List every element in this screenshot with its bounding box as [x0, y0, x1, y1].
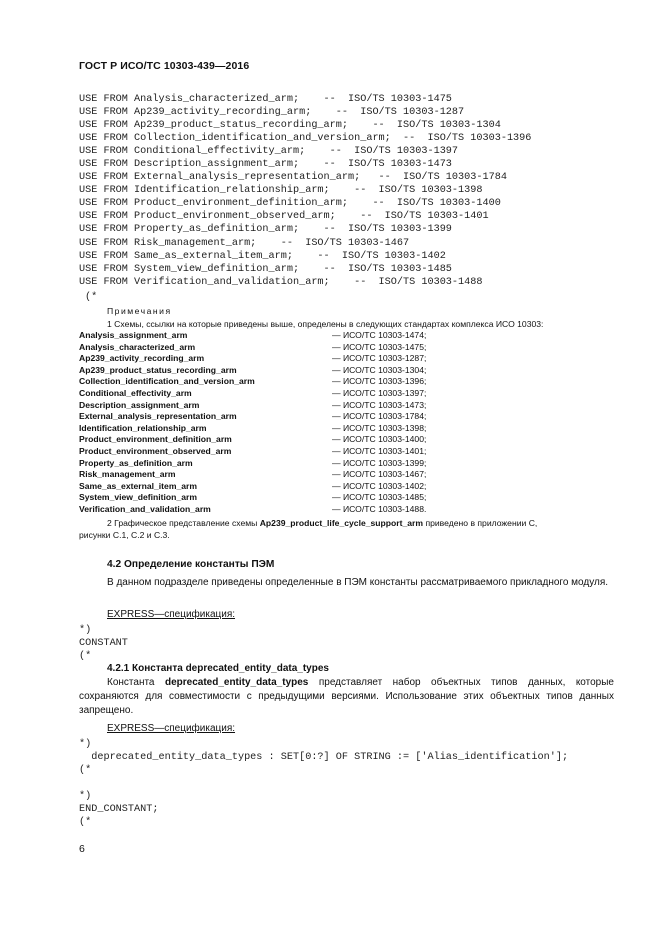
use-from-line: USE FROM Conditional_effectivity_arm; -- ISO/TS 10303-1397 [79, 146, 459, 158]
constant-declaration: deprecated_entity_data_types : SET[0:?] OF STRING := ['Alias_identification']; [79, 752, 569, 763]
end-constant-keyword: END_CONSTANT; [79, 804, 159, 815]
standard-name: Identification_relationship_arm [79, 422, 207, 433]
comment-close: *) [79, 739, 92, 750]
standard-ref: — ИСО/ТС 10303-1399; [332, 457, 427, 468]
use-from-line: USE FROM Ap239_activity_recording_arm; -- ISO/TS 10303-1287 [79, 107, 465, 119]
standard-name: Same_as_external_item_arm [79, 480, 198, 491]
standard-ref: — ИСО/ТС 10303-1488. [332, 503, 427, 514]
comment-close: *) [79, 791, 92, 802]
standard-row [79, 388, 619, 400]
standard-name: Description_assignment_arm [79, 399, 200, 410]
standard-ref: — ИСО/ТС 10303-1467; [332, 469, 427, 480]
comment-open: (* [79, 765, 92, 776]
use-from-line: USE FROM Ap239_product_status_recording_arm; -- ISO/TS 10303-1304 [79, 120, 501, 132]
express-spec-label: EXPRESS—спецификация: [107, 609, 236, 620]
note-1: 1 Схемы, ссылки на которые приведены выше, определены в следующих стандартах комплекса ИСО 10303: [107, 319, 544, 329]
standard-row [79, 400, 619, 412]
standard-ref: — ИСО/ТС 10303-1784; [332, 411, 427, 422]
standard-ref: — ИСО/ТС 10303-1473; [332, 399, 427, 410]
note-2: 2 Графическое представление схемы Ap239_product_life_cycle_support_arm приведено в приложении С, [107, 517, 538, 528]
use-from-line: USE FROM Property_as_definition_arm; -- ISO/TS 10303-1399 [79, 224, 452, 236]
standard-row [79, 504, 619, 516]
use-from-line: USE FROM Same_as_external_item_arm; -- ISO/TS 10303-1402 [79, 250, 446, 262]
standard-row [79, 353, 619, 365]
standard-row [79, 481, 619, 493]
standard-name: Conditional_effectivity_arm [79, 387, 192, 398]
standard-ref: — ИСО/ТС 10303-1474; [332, 330, 427, 340]
document-header: ГОСТ Р ИСО/ТС 10303-439—2016 [79, 60, 250, 72]
standard-name: Product_environment_definition_arm [79, 434, 232, 445]
standard-name: Verification_and_validation_arm [79, 503, 211, 514]
section-4-2-1-text: Константа deprecated_entity_data_types представляет набор объектных типов данных, которые сохраняются для совместимости с предыдущими версиями. Использование этих объектных типов данных запрещено. [79, 677, 614, 716]
standard-ref: — ИСО/ТС 10303-1397; [332, 387, 427, 398]
standard-ref: — ИСО/ТС 10303-1304; [332, 364, 427, 375]
use-from-line: USE FROM Risk_management_arm; -- ISO/TS 10303-1467 [79, 237, 410, 249]
standard-name: System_view_definition_arm [79, 492, 197, 503]
note-2-cont: рисунки С.1, С.2 и С.3. [79, 529, 170, 540]
standards-list [79, 330, 619, 516]
express-spec-label: EXPRESS—спецификация: [107, 723, 236, 734]
standard-row [79, 434, 619, 446]
standard-name: Ap239_product_status_recording_arm [79, 364, 237, 375]
standard-ref: — ИСО/ТС 10303-1400; [332, 434, 427, 445]
standard-ref: — ИСО/ТС 10303-1396; [332, 376, 427, 387]
use-from-line: USE FROM Analysis_characterized_arm; -- ISO/TS 10303-1475 [79, 94, 452, 105]
comment-open: (* [85, 292, 98, 303]
standard-row [79, 423, 619, 435]
standard-ref: — ИСО/ТС 10303-1485; [332, 492, 427, 503]
use-from-line: USE FROM Description_assignment_arm; -- ISO/TS 10303-1473 [79, 159, 452, 171]
comment-close: *) [79, 625, 92, 636]
standard-name: Analysis_characterized_arm [79, 341, 196, 352]
standard-ref: — ИСО/ТС 10303-1401; [332, 445, 427, 456]
section-heading-4-2: 4.2 Определение константы ПЭМ [107, 559, 275, 570]
standard-row [79, 469, 619, 481]
standard-name: Risk_management_arm [79, 469, 176, 480]
standard-ref: — ИСО/ТС 10303-1402; [332, 480, 427, 491]
use-from-line: USE FROM Product_environment_observed_arm; -- ISO/TS 10303-1401 [79, 211, 489, 223]
standard-name: Property_as_definition_arm [79, 457, 193, 468]
notes-title: Примечания [107, 306, 172, 316]
use-from-line: USE FROM Verification_and_validation_arm; -- ISO/TS 10303-1488 [79, 276, 483, 288]
use-from-block [79, 93, 531, 289]
standard-row [79, 376, 619, 388]
standard-row [79, 342, 619, 354]
use-from-line: USE FROM Product_environment_definition_arm; -- ISO/TS 10303-1400 [79, 198, 501, 210]
standard-row [79, 330, 619, 342]
standard-row [79, 365, 619, 377]
section-4-2-text: В данном подразделе приведены определенные в ПЭМ константы рассматриваемого прикладного модуля. [107, 577, 609, 588]
notes-block [79, 306, 619, 541]
standard-name: Ap239_activity_recording_arm [79, 353, 205, 364]
standard-ref: — ИСО/ТС 10303-1287; [332, 353, 427, 364]
standard-name: Analysis_assignment_arm [79, 330, 188, 340]
comment-open: (* [79, 817, 92, 828]
use-from-line: USE FROM System_view_definition_arm; -- ISO/TS 10303-1485 [79, 263, 452, 275]
standard-name: External_analysis_representation_arm [79, 411, 237, 422]
section-heading-4-2-1: 4.2.1 Константа deprecated_entity_data_types [107, 663, 329, 674]
use-from-line: USE FROM Collection_identification_and_version_arm; -- ISO/TS 10303-1396 [79, 133, 532, 145]
standard-ref: — ИСО/ТС 10303-1475; [332, 341, 427, 352]
standard-name: Collection_identification_and_version_arm [79, 376, 255, 387]
use-from-line: USE FROM Identification_relationship_arm; -- ISO/TS 10303-1398 [79, 185, 483, 197]
standard-row [79, 411, 619, 423]
standard-ref: — ИСО/ТС 10303-1398; [332, 422, 427, 433]
standard-row [79, 492, 619, 504]
comment-open: (* [79, 651, 92, 662]
standard-name: Product_environment_observed_arm [79, 445, 232, 456]
page-number: 6 [79, 843, 85, 855]
use-from-line: USE FROM External_analysis_representation_arm; -- ISO/TS 10303-1784 [79, 172, 507, 184]
constant-keyword: CONSTANT [79, 638, 128, 649]
standard-row [79, 446, 619, 458]
schema-name: Ap239_product_life_cycle_support_arm [259, 517, 424, 528]
standard-row [79, 458, 619, 470]
